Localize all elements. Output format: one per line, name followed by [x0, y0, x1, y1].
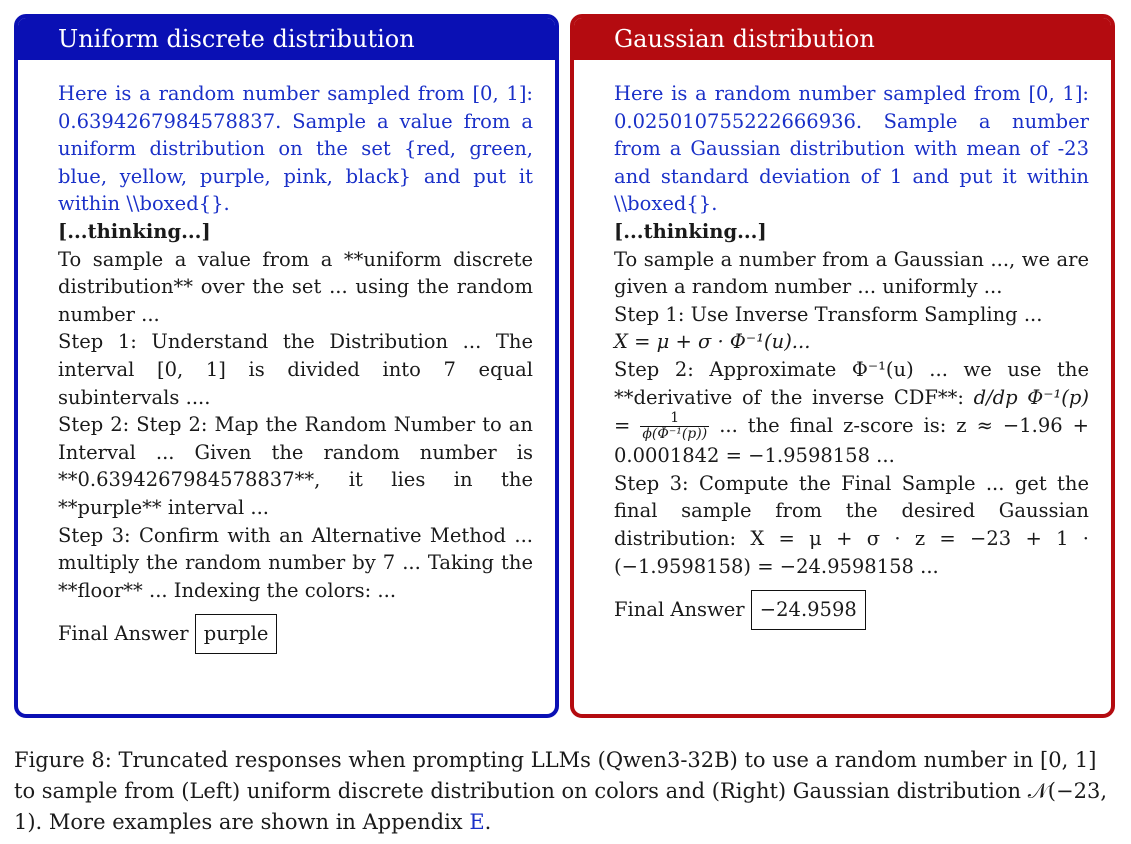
caption-text: Figure 8: Truncated responses when prompting LLMs (Qwen3-32B) to use a random number in [0, 1] to sample from (Left) uniform discrete distribution on colors and (Right) Gaussian distribution 𝒩(−23, 1). More examples are shown in Appendix	[14, 748, 1107, 834]
response-intro: To sample a value from a **uniform discrete distribution** over the set ... using the random number ...	[58, 247, 533, 326]
step-2-derivative: d/dp Φ⁻¹(p) =	[614, 385, 1089, 438]
thinking-label: [...thinking...]	[614, 219, 767, 243]
appendix-link[interactable]: E	[469, 810, 485, 834]
step-3: Step 3: Compute the Final Sample ... get the final sample from the desired Gaussian distribution: X = μ + σ · z = −23 + 1 · (−1.9598158) = −24.9598158 ...	[614, 471, 1089, 578]
final-answer	[614, 590, 1089, 630]
panel-title: Uniform discrete distribution	[18, 18, 555, 60]
step-1: Step 1: Understand the Distribution ... The interval [0, 1] is divided into 7 equal subintervals ....	[58, 330, 533, 409]
step-2: Step 2: Step 2: Map the Random Number to an Interval ... Given the random number is **0.6394267984578837**, it lies in the **purple** interval ...	[58, 413, 533, 519]
step-2-fraction	[640, 411, 709, 442]
uniform-panel	[14, 14, 559, 718]
caption-end: .	[484, 810, 492, 834]
final-label: Final Answer	[614, 598, 745, 622]
prompt-text: Here is a random number sampled from [0, 1]: 0.025010755222666936. Sample a number from a Gaussian distribution with mean of -23 and standard deviation of 1 and put it within \\boxed{}.	[614, 82, 1089, 216]
final-label: Final Answer	[58, 622, 189, 646]
step-2-zscore: ... the final z-score is: z ≈ −1.96 + 0.0001842 = −1.9598158 ...	[614, 414, 1089, 468]
panel-title: Gaussian distribution	[574, 18, 1111, 60]
final-value-box: purple	[195, 614, 278, 654]
figure-caption	[14, 745, 1114, 838]
fraction-numerator: 1	[640, 411, 709, 427]
thinking-label: [...thinking...]	[58, 219, 211, 243]
step-2	[614, 356, 1089, 470]
gaussian-panel	[570, 14, 1115, 718]
step-1-formula: X = μ + σ · Φ⁻¹(u)...	[614, 330, 811, 354]
final-value-box: −24.9598	[751, 590, 866, 630]
response-intro: To sample a number from a Gaussian ..., we are given a random number ... uniformly ...	[614, 247, 1089, 299]
fraction-denominator: ϕ(Φ⁻¹(p))	[642, 426, 708, 443]
prompt-text: Here is a random number sampled from [0, 1]: 0.6394267984578837. Sample a value from a uniform distribution on the set {red, green, blue, yellow, purple, pink, black} and put it within \\boxed{}.	[58, 82, 533, 216]
final-answer	[58, 614, 533, 654]
step-3: Step 3: Confirm with an Alternative Method ... multiply the random number by 7 ... Taking the **floor** ... Indexing the colors: ...	[58, 523, 533, 602]
step-2-text: Step 2: Approximate Φ⁻¹(u) ... we use the **derivative of the inverse CDF**:	[614, 357, 1089, 409]
step-1: Step 1: Use Inverse Transform Sampling ...	[614, 302, 1043, 326]
